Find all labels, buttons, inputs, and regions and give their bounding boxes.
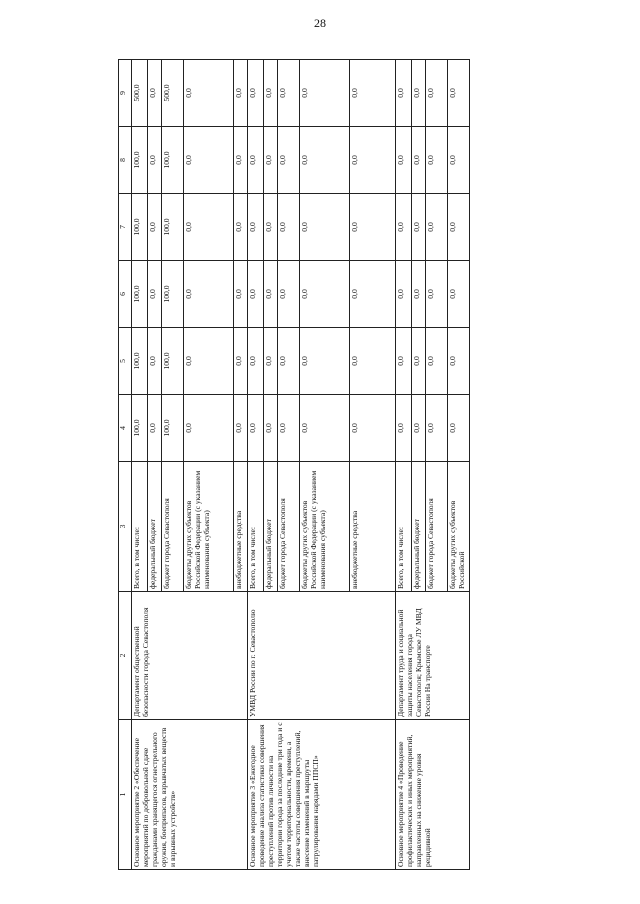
header-cell: 4 — [119, 395, 132, 462]
event-cell: Основное мероприятие 2 «Обеспечение мероприятий по добровольной сдаче гражданами хранящегося огнестрельного оружия, боеприпасов, взрывчатых веществ и взрывных устройств» — [132, 720, 248, 870]
amount-cell: 0,0 — [426, 328, 448, 395]
amount-cell: 0,0 — [278, 194, 300, 261]
amount-cell: 0,0 — [396, 261, 412, 328]
table-body — [132, 60, 470, 870]
amount-cell: 0,0 — [396, 395, 412, 462]
executor-cell: Департамент общественной безопасности города Севастополя — [132, 592, 248, 720]
amount-cell: 0,0 — [234, 395, 248, 462]
amount-cell: 100,0 — [132, 328, 148, 395]
amount-cell: 0,0 — [184, 328, 234, 395]
event-cell: Основное мероприятие 4 «Проведение профилактических и иных мероприятий, направленных на снижение уровня рецидивной — [396, 720, 470, 870]
amount-cell: 0,0 — [396, 60, 412, 127]
amount-cell: 0,0 — [412, 60, 426, 127]
header-cell: 3 — [119, 462, 132, 592]
amount-cell: 100,0 — [132, 127, 148, 194]
amount-cell: 0,0 — [184, 127, 234, 194]
amount-cell: 0,0 — [234, 261, 248, 328]
amount-cell: 0,0 — [412, 194, 426, 261]
amount-cell: 0,0 — [448, 261, 470, 328]
amount-cell: 0,0 — [426, 261, 448, 328]
header-cell: 6 — [119, 261, 132, 328]
page-number: 28 — [314, 16, 326, 30]
amount-cell: 0,0 — [184, 60, 234, 127]
funding-source-cell: внебюджетные средства — [350, 462, 396, 592]
funding-source-cell: бюджет города Севастополя — [162, 462, 184, 592]
funding-source-cell: бюджеты других субъектов Российской Федерации (с указанием наименования субъекта) — [184, 462, 234, 592]
amount-cell: 0,0 — [248, 328, 264, 395]
amount-cell: 0,0 — [426, 395, 448, 462]
amount-cell: 100,0 — [162, 328, 184, 395]
amount-cell: 0,0 — [248, 127, 264, 194]
amount-cell: 100,0 — [162, 395, 184, 462]
table-row — [132, 60, 148, 870]
amount-cell: 0,0 — [264, 328, 278, 395]
funding-source-cell: Всего, в том числе: — [132, 462, 148, 592]
amount-cell: 500,0 — [132, 60, 148, 127]
header-cell: 7 — [119, 194, 132, 261]
funding-table — [118, 59, 470, 870]
amount-cell: 0,0 — [248, 261, 264, 328]
amount-cell: 0,0 — [426, 60, 448, 127]
amount-cell: 100,0 — [132, 194, 148, 261]
amount-cell: 0,0 — [448, 60, 470, 127]
amount-cell: 0,0 — [184, 194, 234, 261]
amount-cell: 0,0 — [448, 194, 470, 261]
amount-cell: 0,0 — [300, 395, 350, 462]
amount-cell: 0,0 — [148, 194, 162, 261]
amount-cell: 0,0 — [448, 328, 470, 395]
header-cell: 9 — [119, 60, 132, 127]
amount-cell: 0,0 — [412, 328, 426, 395]
amount-cell: 0,0 — [184, 395, 234, 462]
header-cell: 2 — [119, 592, 132, 720]
amount-cell: 0,0 — [300, 261, 350, 328]
amount-cell: 0,0 — [350, 328, 396, 395]
amount-cell: 0,0 — [184, 261, 234, 328]
amount-cell: 0,0 — [448, 127, 470, 194]
amount-cell: 0,0 — [148, 261, 162, 328]
amount-cell: 0,0 — [300, 194, 350, 261]
amount-cell: 0,0 — [234, 127, 248, 194]
funding-source-cell: Всего, в том числе: — [248, 462, 264, 592]
amount-cell: 0,0 — [278, 261, 300, 328]
amount-cell: 0,0 — [234, 194, 248, 261]
amount-cell: 0,0 — [350, 194, 396, 261]
rotated-table-container — [118, 60, 568, 870]
header-cell: 1 — [119, 720, 132, 870]
amount-cell: 0,0 — [248, 395, 264, 462]
amount-cell: 0,0 — [148, 127, 162, 194]
amount-cell: 0,0 — [248, 60, 264, 127]
amount-cell: 0,0 — [264, 60, 278, 127]
amount-cell: 0,0 — [350, 60, 396, 127]
table-row — [396, 60, 412, 870]
amount-cell: 0,0 — [148, 328, 162, 395]
amount-cell: 0,0 — [248, 194, 264, 261]
amount-cell: 0,0 — [396, 127, 412, 194]
amount-cell: 0,0 — [278, 328, 300, 395]
funding-source-cell: бюджеты других субъектов Российской Федерации (с указанием наименования субъекта) — [300, 462, 350, 592]
amount-cell: 0,0 — [234, 328, 248, 395]
amount-cell: 100,0 — [132, 261, 148, 328]
funding-source-cell: бюджет города Севастополя — [278, 462, 300, 592]
header-row — [119, 60, 132, 870]
amount-cell: 0,0 — [412, 261, 426, 328]
amount-cell: 0,0 — [412, 127, 426, 194]
funding-source-cell: федеральный бюджет — [148, 462, 162, 592]
amount-cell: 100,0 — [162, 194, 184, 261]
amount-cell: 0,0 — [300, 127, 350, 194]
funding-source-cell: внебюджетные средства — [234, 462, 248, 592]
amount-cell: 0,0 — [426, 127, 448, 194]
amount-cell: 100,0 — [132, 395, 148, 462]
amount-cell: 0,0 — [234, 60, 248, 127]
amount-cell: 0,0 — [148, 60, 162, 127]
executor-cell: Департамент труда и социальной защиты населения города Севастополя; Крымское ЛУ МВД России На транспорте — [396, 592, 470, 720]
funding-source-cell: бюджеты других субъектов Российской — [448, 462, 470, 592]
amount-cell: 0,0 — [278, 60, 300, 127]
funding-source-cell: федеральный бюджет — [412, 462, 426, 592]
amount-cell: 0,0 — [396, 328, 412, 395]
amount-cell: 0,0 — [350, 261, 396, 328]
amount-cell: 0,0 — [426, 194, 448, 261]
amount-cell: 500,0 — [162, 60, 184, 127]
amount-cell: 0,0 — [412, 395, 426, 462]
amount-cell: 0,0 — [350, 127, 396, 194]
funding-source-cell: федеральный бюджет — [264, 462, 278, 592]
amount-cell: 0,0 — [300, 60, 350, 127]
amount-cell: 0,0 — [264, 395, 278, 462]
amount-cell: 0,0 — [350, 395, 396, 462]
funding-source-cell: бюджет города Севастополя — [426, 462, 448, 592]
executor-cell: УМВД России по г. Севастополю — [248, 592, 396, 720]
amount-cell: 0,0 — [264, 194, 278, 261]
amount-cell: 0,0 — [300, 328, 350, 395]
event-cell: Основное мероприятие 3 «Ежегодное проведение анализа статистики совершения преступлений против личности на территории города за последние три года и с учетом территориальности, времени, а также частоты совершения преступлений, внесение изменений в маршруты патрулирования нарядами ППСП» — [248, 720, 396, 870]
amount-cell: 0,0 — [448, 395, 470, 462]
amount-cell: 0,0 — [264, 261, 278, 328]
table-row — [248, 60, 264, 870]
amount-cell: 0,0 — [278, 127, 300, 194]
amount-cell: 0,0 — [148, 395, 162, 462]
header-cell: 5 — [119, 328, 132, 395]
funding-source-cell: Всего, в том числе: — [396, 462, 412, 592]
amount-cell: 0,0 — [396, 194, 412, 261]
amount-cell: 100,0 — [162, 261, 184, 328]
amount-cell: 0,0 — [278, 395, 300, 462]
header-cell: 8 — [119, 127, 132, 194]
amount-cell: 100,0 — [162, 127, 184, 194]
amount-cell: 0,0 — [264, 127, 278, 194]
